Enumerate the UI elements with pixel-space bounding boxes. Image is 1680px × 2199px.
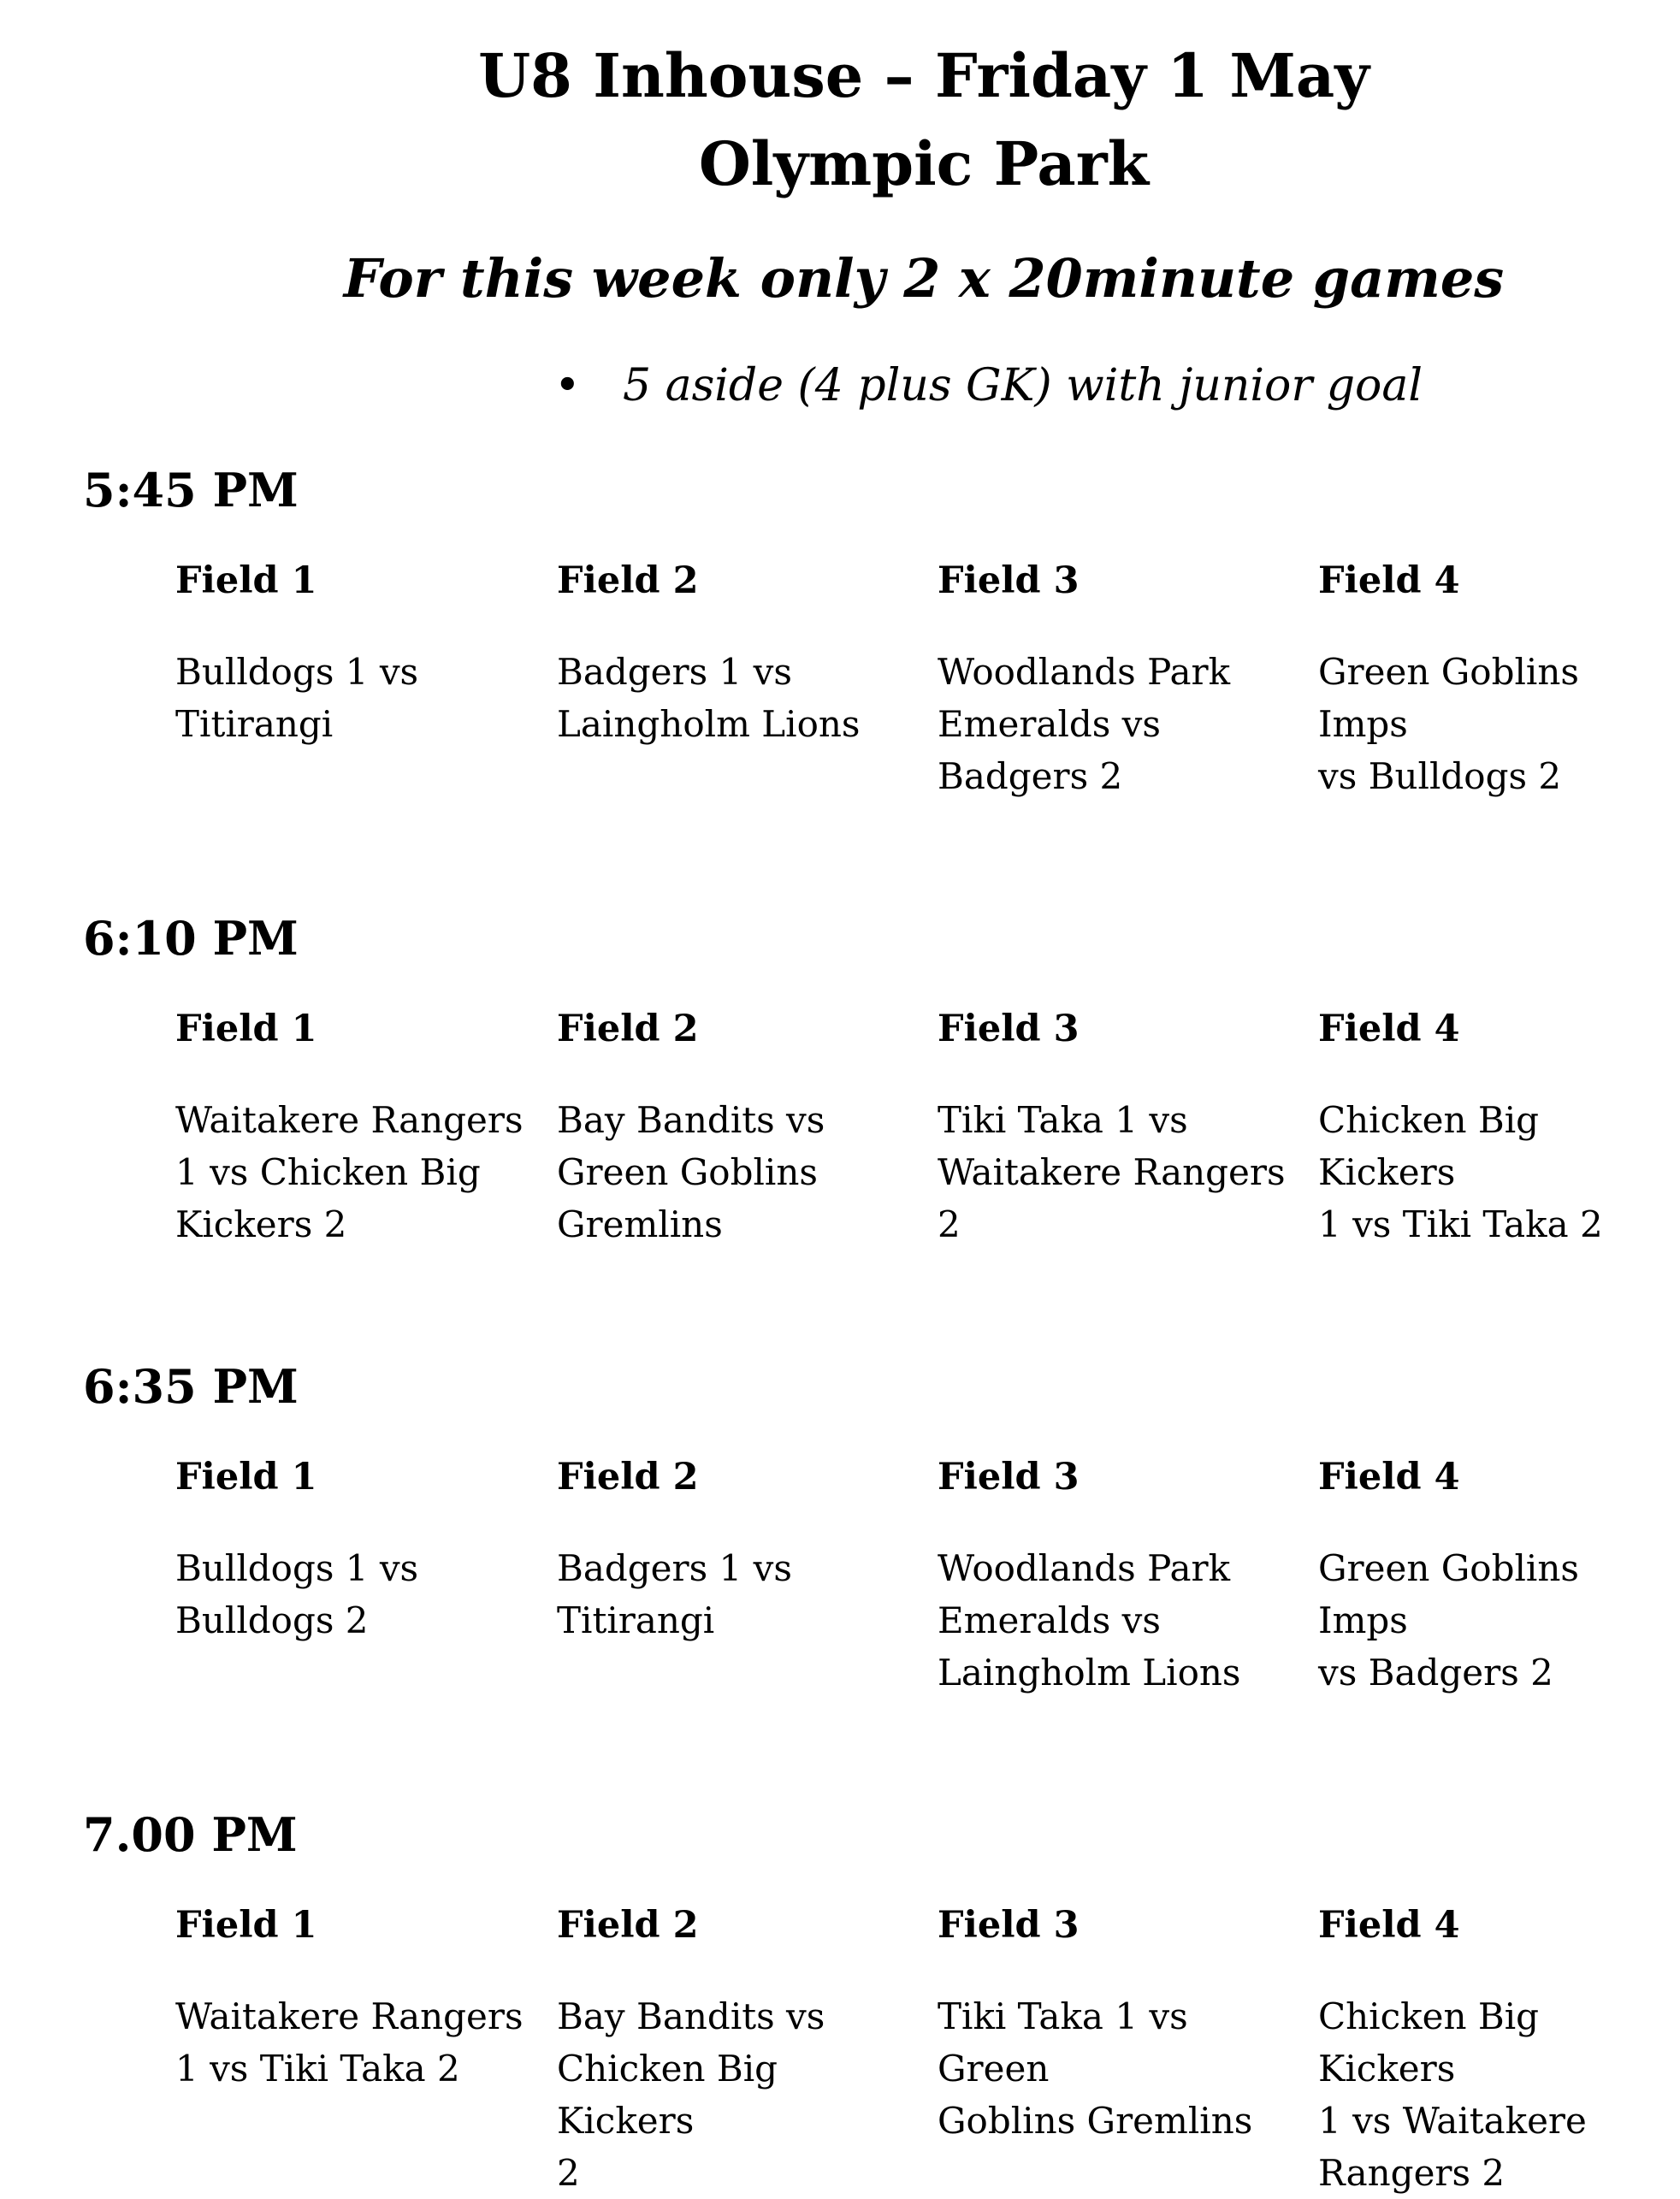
field-label: Field 3: [938, 1456, 1080, 1499]
format-bullet: [554, 360, 1423, 411]
field-column: [557, 559, 916, 750]
field-column: [1318, 1904, 1677, 2199]
field-label: Field 4: [1318, 1456, 1460, 1499]
time-slot-label: 6:35 PM: [83, 1359, 299, 1414]
field-label: Field 1: [175, 1008, 317, 1050]
match-text: Chicken Big Kickers 1 vs Tiki Taka 2: [1318, 1099, 1603, 1245]
match-text: Tiki Taka 1 vs Waitakere Rangers 2: [938, 1099, 1286, 1245]
match-text: Green Goblins Imps vs Badgers 2: [1318, 1547, 1579, 1694]
match-text: Badgers 1 vs Titirangi: [557, 1547, 792, 1641]
field-label: Field 4: [1318, 1904, 1460, 1947]
field-column: [175, 1904, 535, 2095]
field-label: Field 4: [1318, 559, 1460, 602]
field-column: [938, 1008, 1297, 1250]
match-text: Chicken Big Kickers 1 vs Waitakere Rangers 2: [1318, 1995, 1587, 2194]
field-column: [938, 1904, 1297, 2147]
match-text: Bulldogs 1 vs Bulldogs 2: [175, 1547, 419, 1641]
field-column: [557, 1456, 916, 1646]
field-column: [1318, 1008, 1677, 1250]
field-column: [1318, 559, 1677, 802]
field-label: Field 3: [938, 559, 1080, 602]
field-column: [557, 1904, 916, 2199]
field-label: Field 2: [557, 1456, 699, 1499]
field-column: [175, 1456, 535, 1646]
field-column: [938, 559, 1297, 802]
field-column: [175, 559, 535, 750]
venue-title: Olympic Park: [698, 128, 1150, 199]
games-note: For this week only 2 x 20minute games: [343, 247, 1505, 310]
field-label: Field 3: [938, 1904, 1080, 1947]
field-label: Field 3: [938, 1008, 1080, 1050]
format-bullet-text: 5 aside (4 plus GK) with junior goal: [623, 360, 1423, 411]
field-label: Field 1: [175, 1456, 317, 1499]
field-label: Field 1: [175, 559, 317, 602]
match-text: Woodlands Park Emeralds vs Laingholm Lions: [938, 1547, 1241, 1694]
field-column: [1318, 1456, 1677, 1699]
field-column: [175, 1008, 535, 1250]
time-slot-label: 7.00 PM: [83, 1807, 298, 1862]
field-label: Field 2: [557, 1008, 699, 1050]
field-label: Field 2: [557, 1904, 699, 1947]
bullet-icon: •: [554, 360, 581, 411]
field-column: [557, 1008, 916, 1250]
page-title: U8 Inhouse – Friday 1 May: [478, 40, 1369, 111]
match-text: Green Goblins Imps vs Bulldogs 2: [1318, 651, 1579, 797]
field-label: Field 2: [557, 559, 699, 602]
match-text: Waitakere Rangers 1 vs Chicken Big Kickers 2: [175, 1099, 524, 1245]
field-column: [938, 1456, 1297, 1699]
match-text: Badgers 1 vs Laingholm Lions: [557, 651, 861, 745]
time-slot-label: 6:10 PM: [83, 911, 299, 966]
field-label: Field 1: [175, 1904, 317, 1947]
match-text: Bay Bandits vs Chicken Big Kickers 2: [557, 1995, 825, 2194]
match-text: Woodlands Park Emeralds vs Badgers 2: [938, 651, 1231, 797]
match-text: Bulldogs 1 vs Titirangi: [175, 651, 419, 745]
match-text: Bay Bandits vs Green Goblins Gremlins: [557, 1099, 825, 1245]
match-text: Tiki Taka 1 vs Green Goblins Gremlins: [938, 1995, 1253, 2142]
match-text: Waitakere Rangers 1 vs Tiki Taka 2: [175, 1995, 524, 2090]
time-slot-label: 5:45 PM: [83, 463, 299, 517]
field-label: Field 4: [1318, 1008, 1460, 1050]
